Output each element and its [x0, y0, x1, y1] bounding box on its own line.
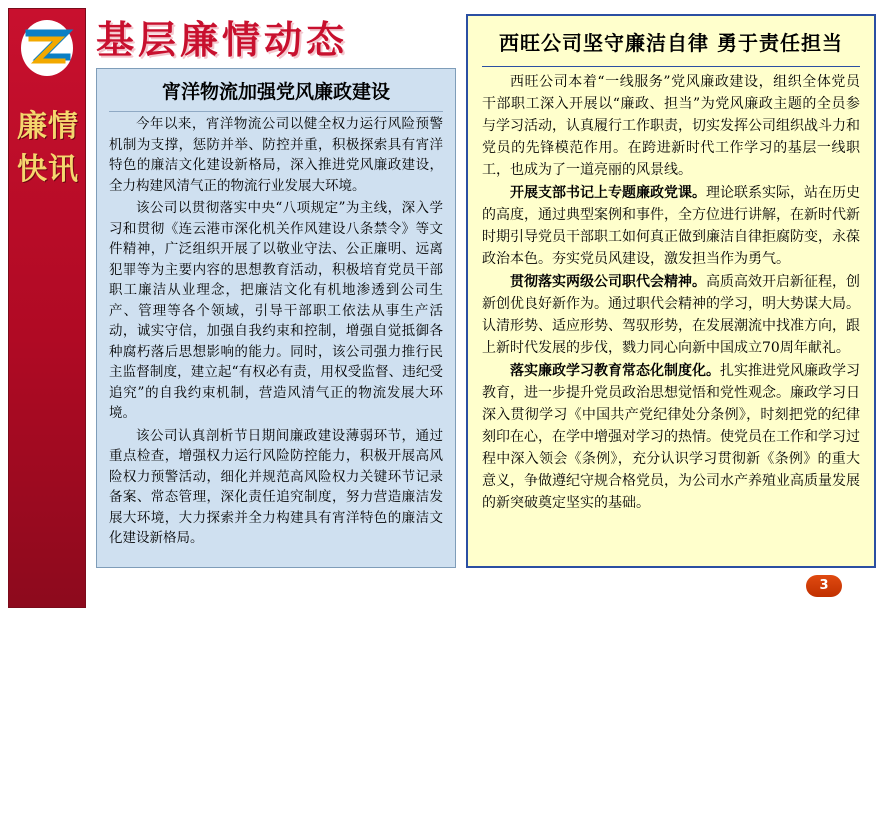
paragraph-body: 理论联系实际，站在历史的高度，通过典型案例和事件，全方位进行讲解，在新时代新时期引导党员干部职工如何真正做到廉洁自律拒腐防变，永葆政治本色。夯实党员风建设，激发担当作为勇气。: [482, 185, 860, 267]
masthead-panel: [8, 8, 86, 810]
section-banner-text: 基层廉情动态: [96, 17, 349, 62]
article-left-paragraph: 该公司认真剖析节日期间廉政建设薄弱环节，通过重点检查，增强权力运行风险防控能力，积极开展高风险权力预警活动，细化并规范高风险权力关键环节记录备案、常态管理，深化责任追究制度，努力营造廉洁发展大环境，大力探索并全力构建具有宵洋特色的廉洁文化建设新格局。: [109, 427, 443, 546]
masthead-title: 廉情快讯: [17, 109, 79, 187]
article-right-paragraph: [482, 360, 860, 514]
article-left-paragraph: 今年以来，宵洋物流公司以健全权力运行风险预警机制为支撑，惩防并举、防控并重，积极探索具有宵洋特色的廉洁文化建设新格局，深入推进党风廉政建设，全力构建风清气正的物流行业发展大环境。: [109, 116, 443, 194]
company-logo-icon: [19, 19, 75, 77]
paragraph-lead: 贯彻落实两级公司职代会精神。: [510, 274, 706, 290]
page-number-badge: 3: [806, 575, 842, 597]
masthead-subtitle: —灌西投资公司纪委办: [72, 688, 86, 810]
paragraph-body: 高质高效开启新征程，创新创优良好新作为。通过职代会精神的学习，明大势谋大局。认清形势、适应形势、驾驭形势，在发展潮流中找准方向，跟上新时代发展的步伐，戮力同心向新中国成立70周年献礼。: [482, 274, 860, 356]
paragraph-body: 扎实推进党风廉政学习教育，进一步提升党员政治思想觉悟和党性观念。廉政学习日深入贯彻学习《中国共产党纪律处分条例》，时刻把党的纪律刻印在心，在学中增强对学习的热情。使党员在工作和学习过程中深入领会《条例》，充分认识学习贯彻新《条例》的重大意义，争做遵纪守规合格党员，为公司水产养殖业高质量发展的新突破奠定坚实的基础。: [482, 363, 860, 511]
paragraph-lead: 开展支部书记上专题廉政党课。: [510, 185, 706, 201]
article-right: [466, 14, 876, 568]
article-left-paragraph: 该公司以贯彻落实中央“八项规定”为主线，深入学习和贯彻《连云港市深化机关作风建设八条禁令》等文件精神，广泛组织开展了以敬业守法、公正廉明、远离犯罪等为主要内容的思想教育活动，积极培育党员干部职工廉洁从业理念，把廉洁文化有机地渗透到公司生产、管理等各个领域，引导干部职工依法从事生产活动，诚实守信，加强自我约束和控制，增强自觉抵御各种腐朽落后思想影响的能力。同时，该公司强力推行民主监督制度，建立起“有权必有责，用权受监督、违纪受追究”的自我约束机制，营造风清气正的物流发展大环境。: [109, 200, 443, 421]
article-left: [96, 68, 456, 568]
article-left-headline: 宵洋物流加强党风廉政建设: [109, 77, 443, 112]
bottom-divider: [8, 612, 884, 614]
paragraph-lead: 落实廉政学习教育常态化制度化。: [510, 363, 720, 379]
article-right-paragraph: [482, 182, 860, 270]
article-right-headline: 西旺公司坚守廉洁自律 勇于责任担当: [482, 26, 860, 67]
masthead-subtitle-wrap: [9, 344, 87, 810]
paragraph-body: 西旺公司本着“一线服务”党风廉政建设，组织全体党员干部职工深入开展以“廉政、担当”为党风廉政主题的全员参与学习活动，认真履行工作职责，切实发挥公司组织战斗力和党员的先锋模范作用。在跨进新时代工作学习的基层一线职工，也成为了一道亮丽的风景线。: [482, 74, 860, 178]
article-right-paragraph: [482, 271, 860, 359]
article-right-paragraph: [482, 71, 860, 181]
section-banner: [96, 14, 446, 66]
